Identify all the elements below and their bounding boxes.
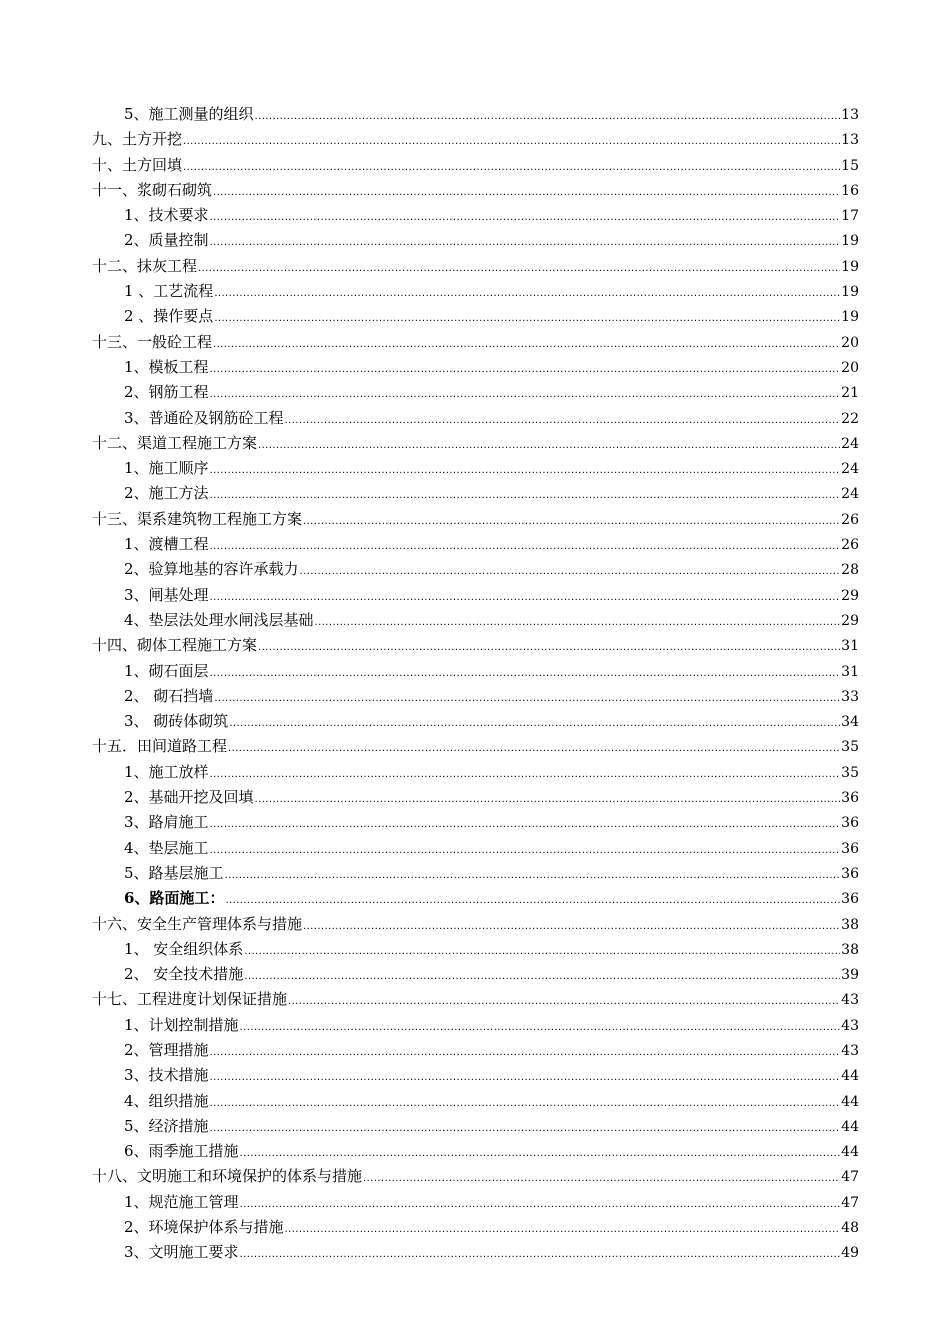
- dot-leader: [363, 1166, 840, 1191]
- toc-entry-page-number: 19: [841, 284, 859, 301]
- toc-entry-page-number: 43: [841, 1017, 859, 1034]
- toc-entry[interactable]: [92, 456, 859, 481]
- toc-entry[interactable]: [92, 1240, 859, 1265]
- toc-entry[interactable]: [92, 507, 859, 532]
- toc-entry[interactable]: [92, 633, 859, 658]
- dot-leader: [210, 838, 840, 863]
- dot-leader: [255, 787, 840, 812]
- toc-entry-title: 3、技术措施: [124, 1066, 209, 1085]
- toc-entry-title: 1、渡槽工程: [124, 535, 209, 554]
- toc-entry-page-number: 20: [841, 359, 859, 376]
- toc-entry-title: 3、闸基处理: [124, 585, 209, 604]
- dot-leader: [210, 534, 840, 559]
- toc-entry-title: 4、垫层法处理水闸浅层基础: [124, 610, 314, 629]
- dot-leader: [210, 357, 840, 382]
- toc-entry[interactable]: [92, 330, 859, 355]
- dot-leader: [229, 711, 840, 736]
- toc-entry-page-number: 24: [841, 435, 859, 452]
- toc-entry-page-number: 31: [841, 638, 859, 655]
- toc-entry[interactable]: [92, 886, 859, 911]
- toc-entry-title: 3、路肩施工: [124, 813, 209, 832]
- toc-entry-title: 5、施工测量的组织: [124, 105, 254, 123]
- toc-entry-page-number: 15: [841, 157, 859, 174]
- toc-entry-title: 3、文明施工要求: [124, 1243, 239, 1262]
- toc-entry-page-number: 36: [841, 815, 859, 832]
- toc-entry[interactable]: [92, 304, 859, 329]
- dot-leader: [258, 635, 840, 660]
- toc-entry-title: 十七、工程进度计划保证措施: [92, 990, 288, 1009]
- toc-entry[interactable]: [92, 1139, 859, 1164]
- dot-leader: [240, 1015, 840, 1040]
- toc-entry-title: 十三、渠系建筑物工程施工方案: [92, 509, 303, 528]
- dot-leader: [258, 433, 840, 458]
- dot-leader: [228, 736, 840, 761]
- dot-leader: [244, 964, 840, 989]
- toc-entry-title: 十二、抹灰工程: [92, 256, 198, 275]
- dot-leader: [288, 989, 840, 1014]
- dot-leader: [240, 1141, 840, 1166]
- dot-leader: [303, 914, 840, 939]
- toc-entry[interactable]: [92, 684, 859, 709]
- toc-entry[interactable]: [92, 709, 859, 734]
- dot-leader: [244, 939, 840, 964]
- toc-entry-page-number: 33: [841, 688, 859, 705]
- toc-entry-page-number: 36: [841, 840, 859, 857]
- toc-entry-page-number: 43: [841, 992, 859, 1009]
- toc-entry[interactable]: [92, 987, 859, 1012]
- toc-entry-page-number: 34: [841, 714, 859, 731]
- dot-leader: [198, 256, 840, 281]
- dot-leader: [210, 661, 840, 686]
- dot-leader: [214, 686, 840, 711]
- toc-entry-page-number: 43: [841, 1042, 859, 1059]
- dot-leader: [225, 863, 840, 888]
- toc-entry-title: 3、普通砼及钢筋砼工程: [124, 408, 284, 427]
- toc-entry[interactable]: [92, 861, 859, 886]
- toc-entry[interactable]: [92, 355, 859, 380]
- toc-entry-title: 1、计划控制措施: [124, 1015, 239, 1034]
- dot-leader: [210, 458, 840, 483]
- toc-entry-title: 十八、文明施工和环境保护的体系与措施: [92, 1167, 363, 1186]
- toc-entry[interactable]: [92, 1114, 859, 1139]
- dot-leader: [210, 483, 840, 508]
- toc-entry-page-number: 36: [841, 891, 859, 908]
- dot-leader: [255, 104, 840, 129]
- toc-entry-page-number: 22: [841, 410, 859, 427]
- toc-entry-page-number: 44: [841, 1144, 859, 1161]
- toc-entry[interactable]: [92, 431, 859, 456]
- toc-entry-title: 6、雨季施工措施: [124, 1142, 239, 1161]
- toc-entry-page-number: 49: [841, 1245, 859, 1262]
- toc-entry-title: 2 、操作要点: [124, 307, 214, 326]
- toc-entry-page-number: 47: [841, 1194, 859, 1211]
- toc-entry-title: 5、经济措施: [124, 1116, 209, 1135]
- toc-entry-page-number: 44: [841, 1068, 859, 1085]
- toc-entry-page-number: 35: [841, 764, 859, 781]
- toc-entry-title: 2、 砌石挡墙: [124, 686, 214, 705]
- dot-leader: [210, 585, 840, 610]
- toc-entry-title: 十三、一般砼工程: [92, 332, 213, 351]
- toc-entry-page-number: 44: [841, 1118, 859, 1135]
- table-of-contents: [92, 102, 859, 1266]
- toc-entry[interactable]: [92, 532, 859, 557]
- toc-entry[interactable]: [92, 760, 859, 785]
- dot-leader: [285, 408, 840, 433]
- dot-leader: [210, 1091, 840, 1116]
- dot-leader: [210, 230, 840, 255]
- dot-leader: [315, 610, 840, 635]
- toc-entry-page-number: 19: [841, 309, 859, 326]
- toc-entry[interactable]: [92, 962, 859, 987]
- dot-leader: [210, 1040, 840, 1065]
- dot-leader: [210, 382, 840, 407]
- dot-leader: [303, 509, 840, 534]
- toc-entry-page-number: 31: [841, 663, 859, 680]
- toc-entry[interactable]: [92, 1063, 859, 1088]
- toc-entry-page-number: 35: [841, 739, 859, 756]
- dot-leader: [240, 1192, 840, 1217]
- dot-leader: [214, 281, 840, 306]
- toc-entry[interactable]: [92, 254, 859, 279]
- toc-entry-title: 1、规范施工管理: [124, 1192, 239, 1211]
- toc-entry[interactable]: [92, 481, 859, 506]
- toc-entry-title: 2、环境保护体系与措施: [124, 1218, 284, 1237]
- toc-entry-title: 2、 安全技术措施: [124, 965, 244, 984]
- toc-entry-page-number: 36: [841, 790, 859, 807]
- toc-entry-page-number: 17: [841, 208, 859, 225]
- toc-entry-title: 1、砌石面层: [124, 661, 209, 680]
- toc-entry[interactable]: [92, 380, 859, 405]
- toc-entry-page-number: 16: [841, 182, 859, 199]
- toc-entry-title: 十五．田间道路工程: [92, 737, 228, 756]
- toc-entry-page-number: 26: [841, 511, 859, 528]
- dot-leader: [183, 155, 840, 180]
- toc-entry[interactable]: [92, 1190, 859, 1215]
- toc-entry-page-number: 24: [841, 461, 859, 478]
- toc-entry-page-number: 13: [841, 107, 859, 123]
- toc-entry[interactable]: [92, 583, 859, 608]
- toc-entry-title: 十、土方回填: [92, 155, 183, 174]
- toc-entry-title: 5、路基层施工: [124, 863, 224, 882]
- toc-entry[interactable]: [92, 912, 859, 937]
- toc-entry-page-number: 29: [841, 587, 859, 604]
- toc-entry-title: 4、垫层施工: [124, 838, 209, 857]
- toc-entry-page-number: 38: [841, 916, 859, 933]
- toc-entry-title: 1、施工放样: [124, 762, 209, 781]
- toc-entry-title: 2、钢筋工程: [124, 383, 209, 402]
- dot-leader: [214, 306, 840, 331]
- toc-entry-page-number: 19: [841, 258, 859, 275]
- toc-entry[interactable]: [92, 836, 859, 861]
- dot-leader: [225, 888, 840, 913]
- dot-leader: [213, 332, 840, 357]
- dot-leader: [183, 129, 840, 154]
- toc-entry[interactable]: [92, 406, 859, 431]
- toc-entry-title: 1、 安全组织体系: [124, 939, 244, 958]
- toc-entry-page-number: 28: [841, 562, 859, 579]
- dot-leader: [210, 205, 840, 230]
- toc-entry-title: 2、质量控制: [124, 231, 209, 250]
- toc-entry-title: 1、施工顺序: [124, 459, 209, 478]
- toc-entry-page-number: 19: [841, 233, 859, 250]
- toc-entry[interactable]: [92, 785, 859, 810]
- toc-entry-title: 6、路面施工：: [124, 889, 225, 908]
- dot-leader: [285, 1217, 840, 1242]
- toc-entry[interactable]: [92, 1164, 859, 1189]
- toc-entry[interactable]: [92, 810, 859, 835]
- toc-entry[interactable]: [92, 1013, 859, 1038]
- toc-entry-page-number: 44: [841, 1093, 859, 1110]
- toc-entry-title: 十二、渠道工程施工方案: [92, 433, 258, 452]
- toc-entry[interactable]: [92, 279, 859, 304]
- toc-entry-title: 2、基础开挖及回填: [124, 788, 254, 807]
- toc-entry[interactable]: [92, 937, 859, 962]
- toc-entry-title: 1 、工艺流程: [124, 282, 214, 301]
- toc-entry-page-number: 36: [841, 865, 859, 882]
- toc-entry-title: 1、模板工程: [124, 357, 209, 376]
- toc-entry-title: 4、组织措施: [124, 1091, 209, 1110]
- toc-entry-page-number: 21: [841, 385, 859, 402]
- dot-leader: [213, 180, 840, 205]
- toc-entry-page-number: 20: [841, 334, 859, 351]
- toc-entry-page-number: 26: [841, 537, 859, 554]
- toc-entry[interactable]: [92, 178, 859, 203]
- toc-entry-page-number: 24: [841, 486, 859, 503]
- toc-entry[interactable]: [92, 228, 859, 253]
- toc-entry-title: 2、施工方法: [124, 484, 209, 503]
- toc-entry[interactable]: [92, 1089, 859, 1114]
- toc-entry-title: 3、 砌砖体砌筑: [124, 712, 229, 731]
- toc-entry[interactable]: [92, 608, 859, 633]
- toc-entry-title: 2、验算地基的容许承载力: [124, 560, 299, 579]
- toc-entry-page-number: 48: [841, 1220, 859, 1237]
- toc-entry[interactable]: [92, 659, 859, 684]
- toc-entry-title: 2、管理措施: [124, 1040, 209, 1059]
- toc-entry-page-number: 47: [841, 1169, 859, 1186]
- toc-entry[interactable]: [92, 1215, 859, 1240]
- dot-leader: [240, 1242, 840, 1267]
- toc-entry[interactable]: [92, 203, 859, 228]
- toc-entry-page-number: 39: [841, 967, 859, 984]
- toc-entry-page-number: 38: [841, 941, 859, 958]
- dot-leader: [210, 762, 840, 787]
- toc-entry-title: 十六、安全生产管理体系与措施: [92, 914, 303, 933]
- toc-entry[interactable]: [92, 557, 859, 582]
- toc-entry-title: 十四、砌体工程施工方案: [92, 636, 258, 655]
- dot-leader: [210, 1116, 840, 1141]
- toc-entry[interactable]: [92, 102, 859, 127]
- toc-entry[interactable]: [92, 734, 859, 759]
- toc-entry-title: 1、技术要求: [124, 206, 209, 225]
- dot-leader: [210, 812, 840, 837]
- toc-entry-title: 十一、浆砌石砌筑: [92, 180, 213, 199]
- dot-leader: [210, 1065, 840, 1090]
- toc-entry-page-number: 13: [841, 132, 859, 149]
- toc-entry-title: 九、土方开挖: [92, 130, 183, 149]
- toc-entry[interactable]: [92, 1038, 859, 1063]
- toc-entry[interactable]: [92, 153, 859, 178]
- toc-entry-page-number: 29: [841, 612, 859, 629]
- dot-leader: [300, 559, 840, 584]
- toc-entry[interactable]: [92, 127, 859, 152]
